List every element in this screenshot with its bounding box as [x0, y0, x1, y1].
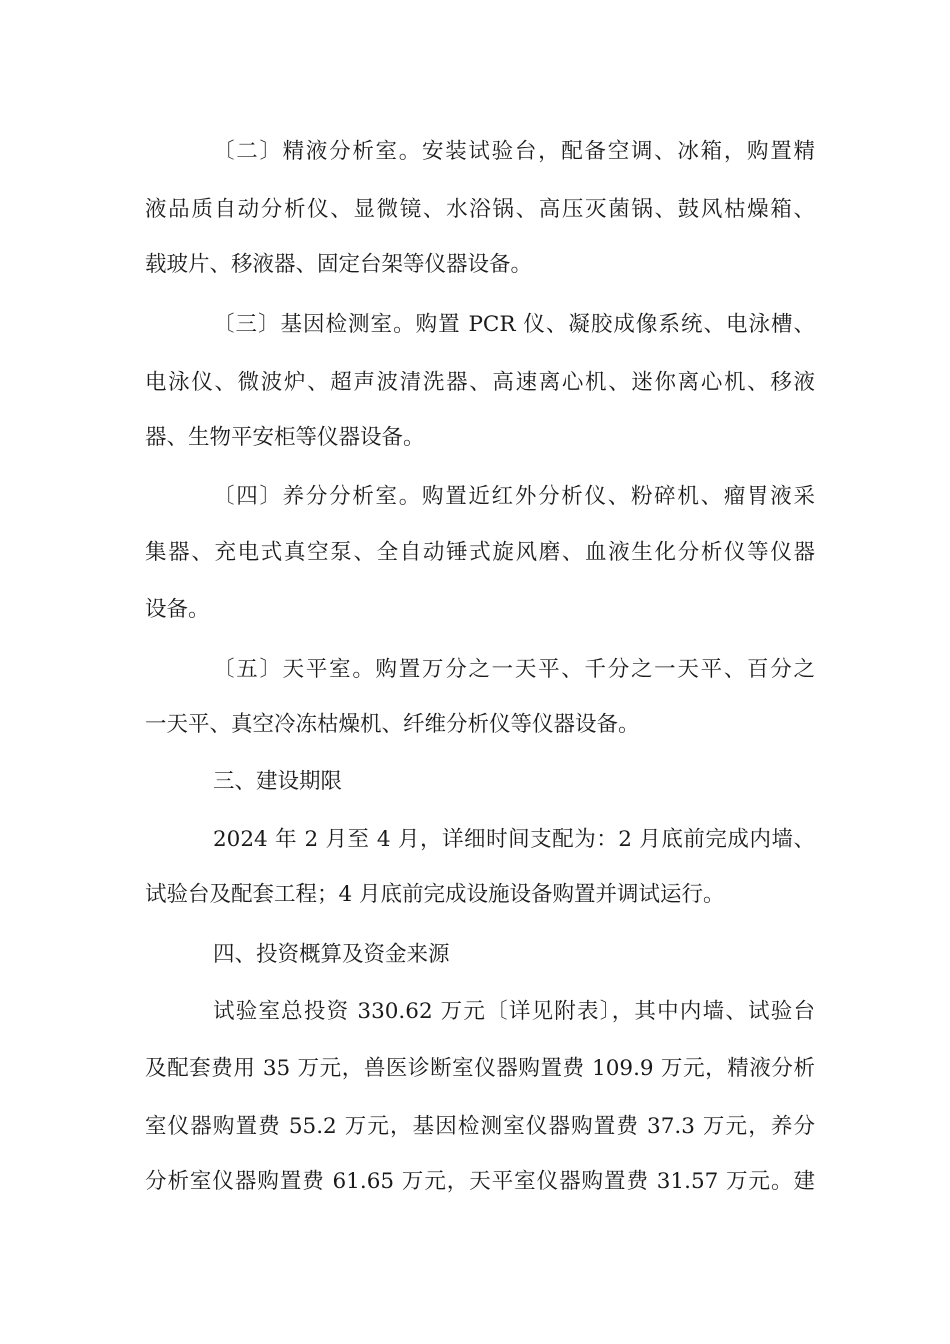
paragraph-line: 一天平、真空冷冻枯燥机、纤维分析仪等仪器设备。 — [145, 712, 640, 737]
paragraph-line: 〔五〕天平室。购置万分之一天平、千分之一天平、百分之 — [213, 657, 815, 682]
paragraph-line: 分析室仪器购置费 61.65 万元，天平室仪器购置费 31.57 万元。建 — [145, 1169, 815, 1194]
paragraph-line: 〔三〕基因检测室。购置 PCR 仪、凝胶成像系统、电泳槽、 — [213, 312, 815, 337]
paragraph-line: 液品质自动分析仪、显微镜、水浴锅、高压灭菌锅、鼓风枯燥箱、 — [145, 197, 815, 222]
paragraph-line: 室仪器购置费 55.2 万元，基因检测室仪器购置费 37.3 万元，养分 — [145, 1114, 815, 1139]
section-heading: 三、建设期限 — [213, 769, 343, 794]
section-heading: 四、投资概算及资金来源 — [213, 942, 450, 967]
paragraph-line: 及配套费用 35 万元，兽医诊断室仪器购置费 109.9 万元，精液分析 — [145, 1056, 815, 1081]
paragraph-line: 2024 年 2 月至 4 月，详细时间支配为：2 月底前完成内墙、 — [213, 827, 815, 852]
paragraph-line: 试验台及配套工程；4 月底前完成设施设备购置并调试运行。 — [145, 882, 725, 907]
paragraph-line: 试验室总投资 330.62 万元〔详见附表〕，其中内墙、试验台 — [213, 999, 815, 1024]
paragraph-line: 〔四〕养分分析室。购置近红外分析仪、粉碎机、瘤胃液采 — [213, 484, 815, 509]
paragraph-line: 器、生物平安柜等仪器设备。 — [145, 425, 425, 450]
paragraph-line: 电泳仪、微波炉、超声波清洗器、高速离心机、迷你离心机、移液 — [145, 370, 815, 395]
paragraph-line: 集器、充电式真空泵、全自动锤式旋风磨、血液生化分析仪等仪器 — [145, 540, 815, 565]
paragraph-line: 设备。 — [145, 597, 210, 622]
paragraph-line: 〔二〕精液分析室。安装试验台，配备空调、冰箱，购置精 — [213, 139, 815, 164]
paragraph-line: 载玻片、移液器、固定台架等仪器设备。 — [145, 252, 533, 277]
